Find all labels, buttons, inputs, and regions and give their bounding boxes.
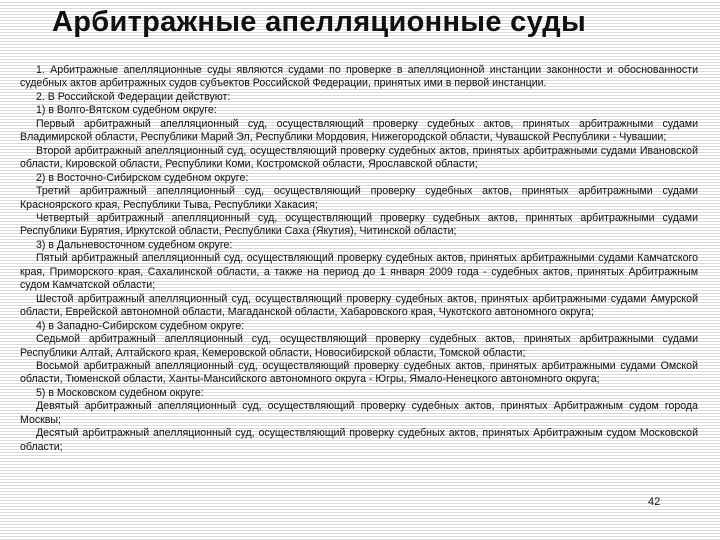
paragraph: Девятый арбитражный апелляционный суд, осуществляющий проверку судебных актов, принятых Арбитражным судом города Москвы; xyxy=(20,400,698,426)
paragraph: 1. Арбитражные апелляционные суды являются судами по проверке в апелляционной инстанции законности и обоснованности судебных актов арбитражных судов субъектов Российской Федерации, принятых ими в первой инстанции. xyxy=(20,64,698,90)
paragraph: 2) в Восточно-Сибирском судебном округе: xyxy=(36,171,249,184)
paragraph: 2. В Российской Федерации действуют: xyxy=(36,90,231,103)
slide-title: Арбитражные апелляционные суды xyxy=(52,6,587,38)
page-number: 42 xyxy=(648,496,661,508)
paragraph: Первый арбитражный апелляционный суд, осуществляющий проверку судебных актов, принятых арбитражными судами Владимирской области, Республики Марий Эл, Республики Мордовия, Нижегородской области, Чувашской Республики - Чувашии; xyxy=(20,117,698,144)
slide-body xyxy=(20,64,698,454)
paragraph: Пятый арбитражный апелляционный суд, осуществляющий проверку судебных актов, принятых арбитражными судами Камчатского края, Приморского края, Сахалинской области, а также на период до 1 января 2009 года - судебных актов, принятых Арбитражным судом Камчатской области; xyxy=(20,252,698,292)
paragraph: Шестой арбитражный апелляционный суд, осуществляющий проверку судебных актов, принятых арбитражными судами Амурской области, Еврейской автономной области, Магаданской области, Хабаровского края, Чукотского автономного округа; xyxy=(20,292,698,319)
paragraph: Десятый арбитражный апелляционный суд, осуществляющий проверку судебных актов, принятых Арбитражным судом Московской области; xyxy=(20,427,698,453)
paragraph: Седьмой арбитражный апелляционный суд, осуществляющий проверку судебных актов, принятых арбитражными судами Республики Алтай, Алтайского края, Кемеровской области, Новосибирской области, Томской области; xyxy=(20,333,698,359)
paragraph: 5) в Московском судебном округе: xyxy=(36,386,204,399)
paragraph: 1) в Волго-Вятском судебном округе: xyxy=(36,104,217,117)
paragraph: 3) в Дальневосточном судебном округе: xyxy=(36,238,233,251)
paragraph: Четвертый арбитражный апелляционный суд, осуществляющий проверку судебных актов, принятых арбитражными судами Республики Бурятия, Иркутской области, Республики Саха (Якутия), Читинской области; xyxy=(20,211,698,238)
paragraph: Третий арбитражный апелляционный суд, осуществляющий проверку судебных актов, принятых арбитражными судами Красноярского края, Республики Тыва, Республики Хакасия; xyxy=(20,185,698,211)
paragraph: Второй арбитражный апелляционный суд, осуществляющий проверку судебных актов, принятых арбитражными судами Ивановской области, Кировской области, Республики Коми, Костромской области, Ярославской области; xyxy=(20,144,698,171)
paragraph: 4) в Западно-Сибирском судебном округе: xyxy=(36,319,245,332)
paragraph: Восьмой арбитражный апелляционный суд, осуществляющий проверку судебных актов, принятых арбитражными судами Омской области, Тюменской области, Ханты-Мансийского автономного округа - Югры, Ямало-Ненецкого автономного округа; xyxy=(20,359,698,386)
